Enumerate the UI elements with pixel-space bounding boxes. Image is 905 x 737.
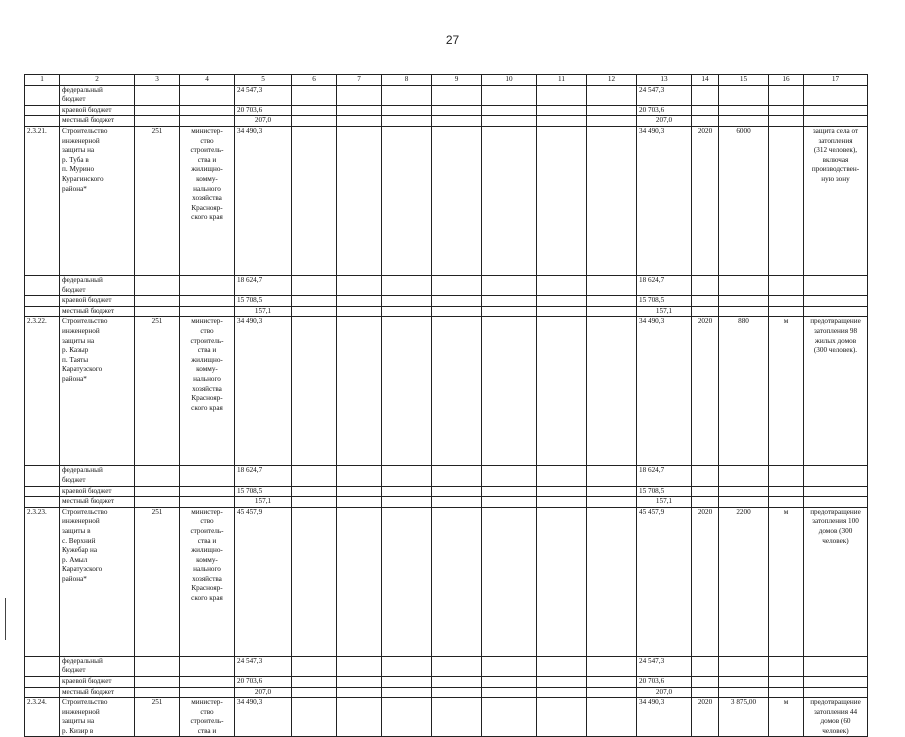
project-name: Строительство инженерной защиты на р. Туба в п. Мурино Курагинского района* bbox=[60, 126, 135, 275]
amount-cell: 157,1 bbox=[637, 497, 692, 508]
amount-cell: 24 547,3 bbox=[235, 85, 292, 105]
table-row bbox=[25, 306, 868, 317]
amount-cell: 24 547,3 bbox=[235, 656, 292, 676]
amount-cell: 34 490,3 bbox=[235, 698, 292, 737]
budget-table bbox=[24, 74, 868, 737]
amount-cell: 24 547,3 bbox=[637, 85, 692, 105]
item-number: 2.3.23. bbox=[25, 507, 60, 656]
table-row bbox=[25, 466, 868, 486]
result-cell: защита села от затопления (312 человек), включая производствен- ную зону bbox=[804, 126, 868, 275]
col-header: 14 bbox=[692, 75, 719, 86]
table-row bbox=[25, 676, 868, 687]
budget-label: местный бюджет bbox=[60, 306, 135, 317]
budget-label: федеральный бюджет bbox=[60, 85, 135, 105]
amount-cell: 34 490,3 bbox=[235, 126, 292, 275]
result-cell: предотвращение затопления 100 домов (300 человек) bbox=[804, 507, 868, 656]
amount-cell: 15 708,5 bbox=[637, 486, 692, 497]
col-header: 11 bbox=[537, 75, 587, 86]
budget-label: местный бюджет bbox=[60, 687, 135, 698]
col-header: 8 bbox=[382, 75, 432, 86]
page-number: 27 bbox=[445, 33, 460, 47]
col-header: 6 bbox=[292, 75, 337, 86]
col-header: 5 bbox=[235, 75, 292, 86]
budget-label: краевой бюджет bbox=[60, 296, 135, 307]
col-header: 16 bbox=[769, 75, 804, 86]
project-row bbox=[25, 698, 868, 737]
budget-label: краевой бюджет bbox=[60, 486, 135, 497]
item-number: 2.3.22. bbox=[25, 317, 60, 466]
budget-label: краевой бюджет bbox=[60, 676, 135, 687]
amount-cell: 45 457,9 bbox=[235, 507, 292, 656]
year-cell: 2020 bbox=[692, 698, 719, 737]
page-edge-line bbox=[5, 598, 6, 640]
amount-cell: 24 547,3 bbox=[637, 656, 692, 676]
code-cell: 251 bbox=[135, 698, 180, 737]
amount-cell: 18 624,7 bbox=[637, 275, 692, 295]
budget-label: местный бюджет bbox=[60, 116, 135, 127]
table-row bbox=[25, 296, 868, 307]
col-header: 4 bbox=[180, 75, 235, 86]
budget-label: федеральный бюджет bbox=[60, 466, 135, 486]
year-cell: 2020 bbox=[692, 126, 719, 275]
unit-cell: м bbox=[769, 698, 804, 737]
col-header: 3 bbox=[135, 75, 180, 86]
amount-cell: 45 457,9 bbox=[637, 507, 692, 656]
year-cell: 2020 bbox=[692, 317, 719, 466]
quantity-cell: 2200 bbox=[719, 507, 769, 656]
amount-cell: 34 490,3 bbox=[637, 317, 692, 466]
amount-cell: 20 703,6 bbox=[235, 676, 292, 687]
col-header: 1 bbox=[25, 75, 60, 86]
amount-cell: 18 624,7 bbox=[637, 466, 692, 486]
organization-cell: министер- ство строитель- ства и жилищно- комму- нального хозяйства Краснояр- ского края bbox=[180, 507, 235, 656]
project-name: Строительство инженерной защиты в с. Верхний Кужебар на р. Амыл Каратузского района* bbox=[60, 507, 135, 656]
result-cell: предотвращение затопления 98 жилых домов (300 человек). bbox=[804, 317, 868, 466]
amount-cell: 18 624,7 bbox=[235, 275, 292, 295]
amount-cell: 157,1 bbox=[235, 497, 292, 508]
unit-cell bbox=[769, 126, 804, 275]
quantity-cell: 3 875,00 bbox=[719, 698, 769, 737]
table-row bbox=[25, 275, 868, 295]
unit-cell: м bbox=[769, 507, 804, 656]
organization-cell: министер- ство строитель- ства и жилищно- комму- нального хозяйства Краснояр- ского края bbox=[180, 317, 235, 466]
project-name: Строительство инженерной защиты на р. Казыр п. Таяты Каратузского района* bbox=[60, 317, 135, 466]
amount-cell: 207,0 bbox=[235, 687, 292, 698]
amount-cell: 20 703,6 bbox=[637, 105, 692, 116]
col-header: 13 bbox=[637, 75, 692, 86]
organization-cell: министер- ство строитель- ства и жилищно- комму- нального хозяйства Краснояр- ского края bbox=[180, 126, 235, 275]
amount-cell: 15 708,5 bbox=[637, 296, 692, 307]
amount-cell: 157,1 bbox=[637, 306, 692, 317]
budget-label: федеральный бюджет bbox=[60, 656, 135, 676]
amount-cell: 20 703,6 bbox=[235, 105, 292, 116]
code-cell: 251 bbox=[135, 126, 180, 275]
amount-cell: 18 624,7 bbox=[235, 466, 292, 486]
project-row bbox=[25, 126, 868, 275]
quantity-cell: 6000 bbox=[719, 126, 769, 275]
project-name: Строительство инженерной защиты на р. Кизир в bbox=[60, 698, 135, 737]
amount-cell: 207,0 bbox=[637, 116, 692, 127]
amount-cell: 157,1 bbox=[235, 306, 292, 317]
result-cell: предотвращение затопления 44 домов (60 человек) bbox=[804, 698, 868, 737]
col-header: 10 bbox=[482, 75, 537, 86]
item-number: 2.3.21. bbox=[25, 126, 60, 275]
table-row bbox=[25, 497, 868, 508]
project-row bbox=[25, 317, 868, 466]
col-header: 7 bbox=[337, 75, 382, 86]
col-header: 15 bbox=[719, 75, 769, 86]
col-header: 9 bbox=[432, 75, 482, 86]
table-row bbox=[25, 687, 868, 698]
amount-cell: 207,0 bbox=[235, 116, 292, 127]
amount-cell: 15 708,5 bbox=[235, 486, 292, 497]
amount-cell: 34 490,3 bbox=[637, 126, 692, 275]
amount-cell: 34 490,3 bbox=[637, 698, 692, 737]
budget-label: краевой бюджет bbox=[60, 105, 135, 116]
column-numbers-row bbox=[25, 75, 868, 86]
table-row bbox=[25, 656, 868, 676]
unit-cell: м bbox=[769, 317, 804, 466]
table-row bbox=[25, 486, 868, 497]
amount-cell: 34 490,3 bbox=[235, 317, 292, 466]
budget-label: федеральный бюджет bbox=[60, 275, 135, 295]
budget-label: местный бюджет bbox=[60, 497, 135, 508]
organization-cell: министер- ство строитель- ства и bbox=[180, 698, 235, 737]
amount-cell: 207,0 bbox=[637, 687, 692, 698]
col-header: 17 bbox=[804, 75, 868, 86]
table-row bbox=[25, 116, 868, 127]
table-row bbox=[25, 105, 868, 116]
col-header: 12 bbox=[587, 75, 637, 86]
amount-cell: 20 703,6 bbox=[637, 676, 692, 687]
col-header: 2 bbox=[60, 75, 135, 86]
amount-cell: 15 708,5 bbox=[235, 296, 292, 307]
code-cell: 251 bbox=[135, 317, 180, 466]
table-row bbox=[25, 85, 868, 105]
project-row bbox=[25, 507, 868, 656]
item-number: 2.3.24. bbox=[25, 698, 60, 737]
year-cell: 2020 bbox=[692, 507, 719, 656]
code-cell: 251 bbox=[135, 507, 180, 656]
quantity-cell: 880 bbox=[719, 317, 769, 466]
